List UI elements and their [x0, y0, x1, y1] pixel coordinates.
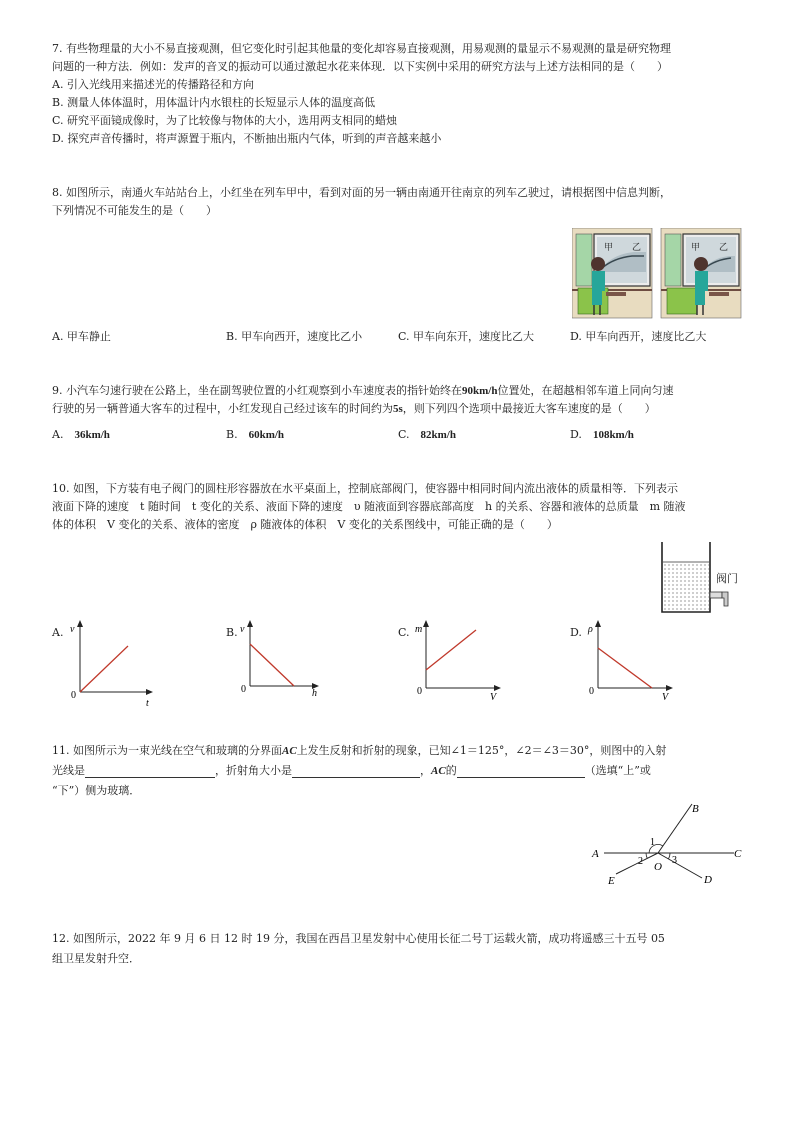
q10-graph-d: [584, 618, 680, 710]
q7-stem-line1: 7. 有些物理量的大小不易直接观测，但它变化时引起其他量的变化却容易直接观测，用易观测的量显示不易观测的量是研究物理: [52, 42, 671, 55]
q10-c-xlabel: V: [490, 692, 497, 703]
q9-stem-line2: [52, 402, 656, 416]
q8-option-d: D. 甲车向西开，速度比乙大: [570, 330, 707, 343]
q11-ray-diagram: [588, 798, 748, 892]
q9-stem-line1: [52, 384, 673, 398]
q7-option-c: C. 研究平面镜成像时，为了比较像与物体的大小，选用两支相同的蜡烛: [52, 114, 398, 127]
q8-label-jia: 甲: [604, 242, 614, 252]
q10-graph-a-letter: A.: [52, 626, 64, 639]
q9-stem-line1-a: 9. 小汽车匀速行驶在公路上，坐在副驾驶位置的小红观察到小车速度表的指针始终在: [52, 384, 462, 397]
q11-label-b: B: [692, 803, 699, 815]
q11-answer-blank-1[interactable]: [85, 765, 215, 778]
q10-b-origin: 0: [241, 684, 246, 695]
q11-answer-blank-3[interactable]: [457, 765, 585, 778]
q9-stem-line1-c: 位置处，在超越相邻车道上同向匀速: [497, 384, 674, 397]
q8-label-jia-right: 甲: [691, 242, 701, 252]
q10-graph-c: [412, 618, 508, 710]
q11-label-c: C: [734, 848, 742, 860]
q11-angle-2: 2: [638, 856, 643, 867]
q8-train-figure: [572, 228, 742, 320]
q10-c-origin: 0: [417, 686, 422, 697]
q8-panel-right: [661, 228, 741, 318]
q10-d-xlabel: V: [662, 692, 669, 703]
q11-angle-1: 1: [650, 837, 655, 848]
q8-panel-left: [572, 228, 652, 318]
q10-valve-label: 阀门: [716, 573, 738, 585]
q12-stem-line2: 组卫星发射升空．: [52, 952, 140, 965]
q9-option-c: C. 82km/h: [398, 428, 456, 441]
q11-ac-label: AC: [282, 745, 297, 757]
q10-a-origin: 0: [71, 690, 76, 701]
q10-stem-line1: 10. 如图，下方装有电子阀门的圆柱形容器放在水平桌面上，控制底部阀门，使容器中相同时间内流出液体的质量相等．下列表示: [52, 482, 678, 495]
q10-d-ylabel: ρ: [588, 624, 593, 635]
q10-stem-line2: 液面下降的速度 t 随时间 t 变化的关系、液面下降的速度 υ 随液面到容器底部高度 h 的关系、容器和液体的总质量 m 随液: [52, 500, 686, 513]
q11-label-e: E: [608, 875, 615, 887]
q8-stem-line2: 下列情况不可能发生的是（ ）: [52, 204, 217, 217]
q11-angle-3: 3: [672, 855, 677, 866]
q10-container-figure: [656, 540, 746, 616]
q11-answer-blank-2[interactable]: [292, 765, 420, 778]
q10-graph-d-letter: D.: [570, 626, 582, 639]
q10-graph-b-letter: B.: [226, 626, 238, 639]
q10-a-ylabel: v: [70, 624, 75, 635]
q11-label-o: O: [654, 861, 662, 873]
q9-stem-line2-a: 行驶的另一辆普通大客车的过程中，小红发现自己经过该车的时间约为: [52, 402, 393, 415]
q8-label-yi-right: 乙: [719, 242, 729, 252]
q8-option-c: C. 甲车向东开，速度比乙大: [398, 330, 535, 343]
q11-stem-line3: “下”）侧为玻璃．: [52, 784, 141, 797]
q10-graph-c-letter: C.: [398, 626, 410, 639]
q10-b-ylabel: v: [240, 624, 245, 635]
q7-option-d: D. 探究声音传播时，将声源置于瓶内，不断抽出瓶内气体，听到的声音越来越小: [52, 132, 442, 145]
q10-graph-a: [66, 618, 156, 710]
q11-label-d: D: [704, 874, 712, 886]
q7-option-a: A. 引入光线用来描述光的传播路径和方向: [52, 78, 254, 91]
q10-d-origin: 0: [589, 686, 594, 697]
q8-label-yi: 乙: [632, 242, 642, 252]
q9-time-value: 5s: [393, 403, 403, 415]
q7-stem-line2: 问题的一种方法．例如：发声的音叉的振动可以通过激起水花来体现．以下实例中采用的研究方法与上述方法相同的是（ ）: [52, 60, 668, 73]
q12-stem-line1: 12. 如图所示，2022 年 9 月 6 日 12 时 19 分，我国在西昌卫星发射中心使用长征二号丁运载火箭，成功将遥感三十五号 05: [52, 932, 665, 945]
q10-graph-b: [236, 618, 326, 710]
q9-stem-line2-c: ，则下列四个选项中最接近大客车速度的是（ ）: [402, 402, 656, 415]
q9-option-b: B. 60km/h: [226, 428, 285, 441]
q9-option-a: A. 36km/h: [52, 428, 110, 441]
q8-option-a: A. 甲车静止: [52, 330, 111, 343]
q9-option-d: D. 108km/h: [570, 428, 634, 441]
q10-c-ylabel: m: [415, 624, 423, 635]
q10-b-xlabel: h: [312, 688, 317, 699]
q10-stem-line3: 体的体积 V 变化的关系、液体的密度 ρ 随液体的体积 V 变化的关系图线中，可能正确的是（ ）: [52, 518, 558, 531]
q9-speed-value: 90km/h: [462, 385, 498, 397]
q8-stem-line1: 8. 如图所示，南通火车站站台上，小红坐在列车甲中，看到对面的另一辆由南通开往南京的列车乙驶过，请根据图中信息判断，: [52, 186, 671, 199]
q7-option-b: B. 测量人体体温时，用体温计内水银柱的长短显示人体的温度高低: [52, 96, 376, 109]
q11-stem-line1: 11. 如图所示为一束光线在空气和玻璃的分界面AC上发生反射和折射的现象，已知∠1＝125°，∠2＝∠3＝30°，则图中的入射: [52, 744, 667, 757]
q8-option-b: B. 甲车向西开，速度比乙小: [226, 330, 363, 343]
q10-a-xlabel: t: [146, 698, 149, 709]
q11-stem-line2: 光线是 ，折射角大小是 ，AC的 （选填“上”或: [52, 764, 651, 777]
q11-label-a: A: [592, 848, 599, 860]
